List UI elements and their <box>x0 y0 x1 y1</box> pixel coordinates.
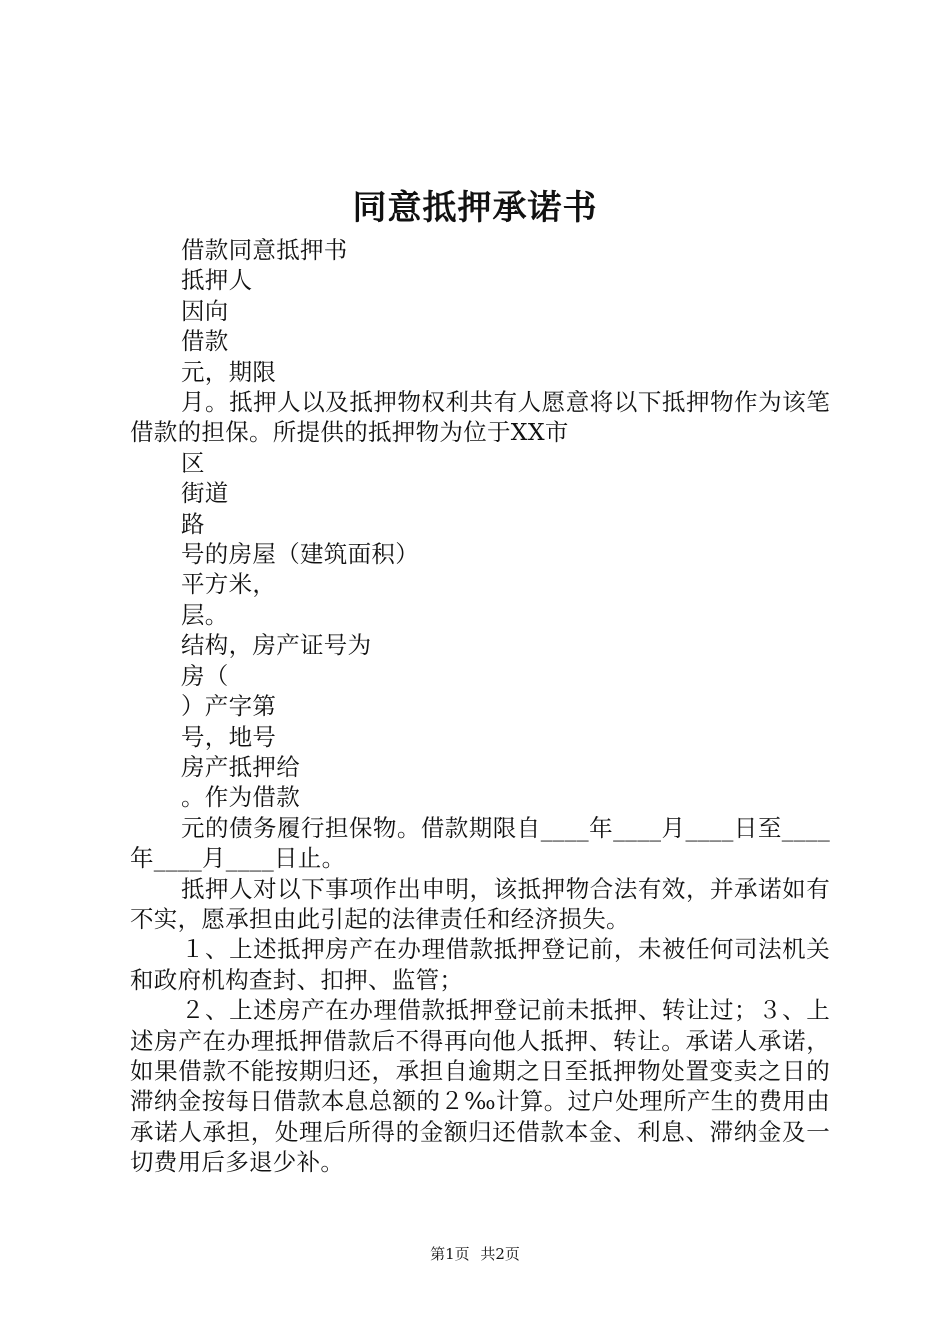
paragraph: 号，地号 <box>181 722 277 751</box>
paragraph: 街道 <box>181 479 229 508</box>
paragraph: 平方米， <box>181 570 277 599</box>
paragraph: 抵押人 <box>181 266 253 295</box>
page-footer <box>0 1243 950 1265</box>
paragraph: 房（ <box>181 661 229 690</box>
paragraph: 元，期限 <box>181 357 277 386</box>
document-title: 同意抵押承诺书 <box>352 188 598 228</box>
paragraph: 房产抵押给 <box>181 752 300 781</box>
paragraph: １、上述抵押房产在办理借款抵押登记前，未被任何司法机关和政府机构查封、扣押、监管； <box>130 935 830 994</box>
paragraph: 借款 <box>181 327 229 356</box>
paragraph: 号的房屋（建筑面积） <box>181 540 419 569</box>
paragraph: 抵押人对以下事项作出申明，该抵押物合法有效，并承诺如有不实，愿承担由此引起的法律责任和经济损失。 <box>130 874 830 933</box>
paragraph: 区 <box>181 448 205 477</box>
paragraph: 路 <box>181 509 205 538</box>
page-number-total: 共2页 <box>480 1245 520 1263</box>
paragraph: 结构，房产证号为 <box>181 631 372 660</box>
paragraph: 层。 <box>181 600 229 629</box>
document-body <box>130 235 830 1178</box>
paragraph: 月。抵押人以及抵押物权利共有人愿意将以下抵押物作为该笔借款的担保。所提供的抵押物为位于XX市 <box>130 388 830 447</box>
paragraph: ２、上述房产在办理借款抵押登记前未抵押、转让过；３、上述房产在办理抵押借款后不得再向他人抵押、转让。承诺人承诺，如果借款不能按期归还，承担自逾期之日至抵押物处置变卖之日的滞纳金按每日借款本息总额的２‰计算。过户处理所产生的费用由承诺人承担，处理后所得的金额归还借款本金、利息、滞纳金及一切费用后多退少补。 <box>130 996 830 1177</box>
paragraph: 因向 <box>181 296 229 325</box>
page-number-current: 第1页 <box>430 1245 470 1263</box>
paragraph: 借款同意抵押书 <box>181 236 348 264</box>
paragraph: 。作为借款 <box>181 783 300 812</box>
paragraph: ）产字第 <box>181 692 277 721</box>
paragraph: 元的债务履行担保物。借款期限自____年____月____日至____年____月____日止。 <box>130 813 830 873</box>
